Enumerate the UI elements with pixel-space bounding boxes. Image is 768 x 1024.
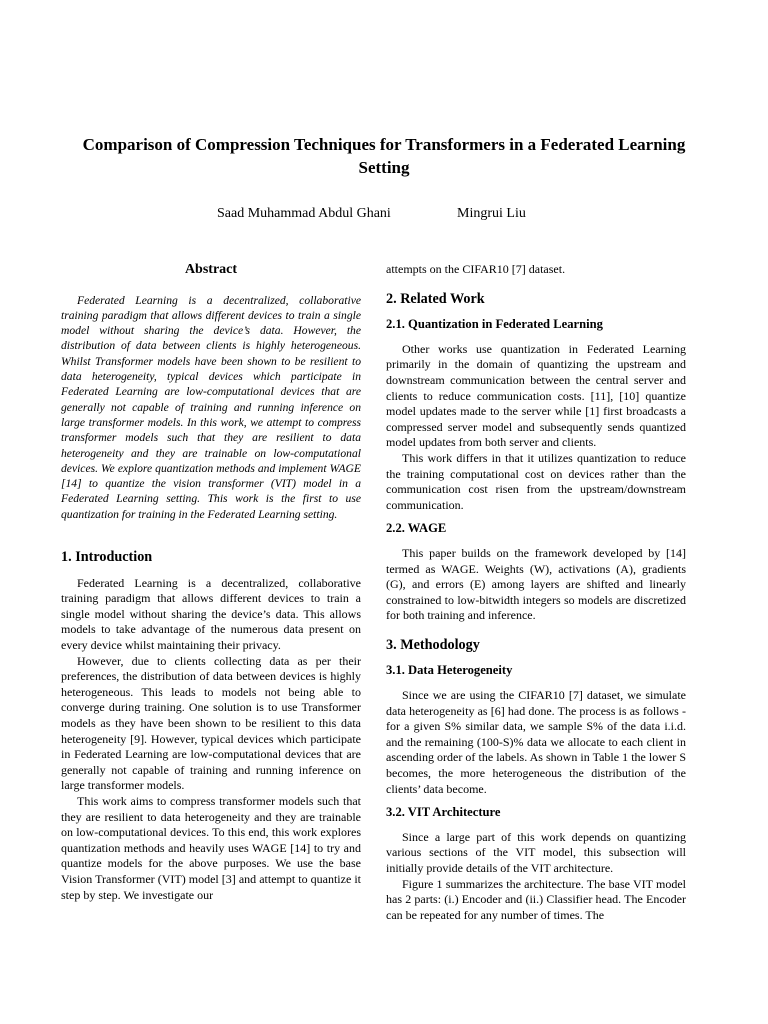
paragraph: This work differs in that it utilizes quantization to reduce the training computational cost on devices rather than the communication cost risen from the upstream/downstream communication. bbox=[386, 450, 686, 512]
abstract-heading: Abstract bbox=[184, 262, 238, 277]
paragraph: This work aims to compress transformer models such that they are resilient to data heterogeneity and they are trainable on low-computational devices. To this end, this work explores quantization methods and heavily uses WAGE [14] to try and quantize models for the above purposes. We use the base Vision Transformer (VIT) model [3] and attempt to quantize it step by step. We investigate our bbox=[61, 793, 361, 902]
paper-title: Comparison of Compression Techniques for Transformers in a Federated Learning Setting bbox=[82, 135, 686, 177]
abstract-text: Federated Learning is a decentralized, collaborative training paradigm that allows different devices to train a single model without sharing the device’s data. However, the distribution of data between clients is highly heterogeneous. Whilst Transformer models have been shown to be resilient to data heterogeneity, typical devices which participate in Federated Learning are low-computational devices that are generally not capable of training and running inference on large transformer models. In this work, we attempt to compress transformer models such that they are resilient to data heterogeneity and they are trainable on low-computational devices. We explore quantization methods and implement WAGE [14] to quantize the vision transformer (VIT) model in a Federated Learning setting. This work is the first to use quantization for training in the Federated Learning setting. bbox=[61, 293, 361, 521]
vit-architecture-heading: 3.2. VIT Architecture bbox=[386, 805, 501, 820]
author-name: Mingrui Liu bbox=[457, 206, 526, 221]
paragraph: Figure 1 summarizes the architecture. The base VIT model has 2 parts: (i.) Encoder and (ii.) Classifier head. The Encoder can be repeated for any number of times. The bbox=[386, 876, 686, 922]
paragraph: Since a large part of this work depends on quantizing various sections of the VIT model, this subsection will initially provide details of the VIT architecture. bbox=[386, 829, 686, 875]
wage-heading: 2.2. WAGE bbox=[386, 521, 447, 536]
data-heterogeneity-heading: 3.1. Data Heterogeneity bbox=[386, 663, 513, 678]
paragraph-continuation: attempts on the CIFAR10 [7] dataset. bbox=[386, 262, 566, 276]
paragraph: However, due to clients collecting data as per their preferences, the distribution of data between devices is highly heterogeneous. This leads to models not being able to converge during training. One solution is to use Transformer models as they have been shown to be resilient to this data heterogeneity [9]. However, typical devices which participate in Federated Learning are low-computational devices that are generally not capable of training and running inference on large transformer models. bbox=[61, 653, 361, 793]
paragraph: Other works use quantization in Federated Learning primarily in the domain of quantizing the upstream and downstream communication between the central server and clients to reduce communication costs. [11], [10] quantize model updates made to the server while [1] first broadcasts a compressed server model and subsequently sends quantized model updates from both server and clients. bbox=[386, 341, 686, 450]
introduction-heading: 1. Introduction bbox=[61, 549, 153, 566]
paragraph: Since we are using the CIFAR10 [7] dataset, we simulate data heterogeneity as [6] had done. The process is as follows - for a given S% similar data, we sample S% of the data i.i.d. and the remaining (100-S)% data we allocate to each client in ascending order of the labels. As shown in Table 1 the lower S becomes, the more heterogeneous the distribution of the clients’ data become. bbox=[386, 688, 686, 796]
paragraph: This paper builds on the framework developed by [14] termed as WAGE. Weights (W), activations (A), gradients (G), and errors (E) among layers are shifted and linearly constrained to low-bitwidth integers so models are discretized for both training and inference. bbox=[386, 545, 686, 623]
paragraph: Federated Learning is a decentralized, collaborative training paradigm that allows different devices to train a single model without sharing the device’s data. This allows models to take advantage of the numerous data present on every device whilst maintaining their privacy. bbox=[61, 575, 361, 653]
methodology-heading: 3. Methodology bbox=[386, 636, 480, 653]
related-work-heading: 2. Related Work bbox=[386, 290, 485, 307]
right-column bbox=[386, 262, 686, 923]
author-name: Saad Muhammad Abdul Ghani bbox=[217, 206, 391, 221]
left-column bbox=[61, 258, 361, 903]
quantization-fl-heading: 2.1. Quantization in Federated Learning bbox=[386, 317, 603, 332]
